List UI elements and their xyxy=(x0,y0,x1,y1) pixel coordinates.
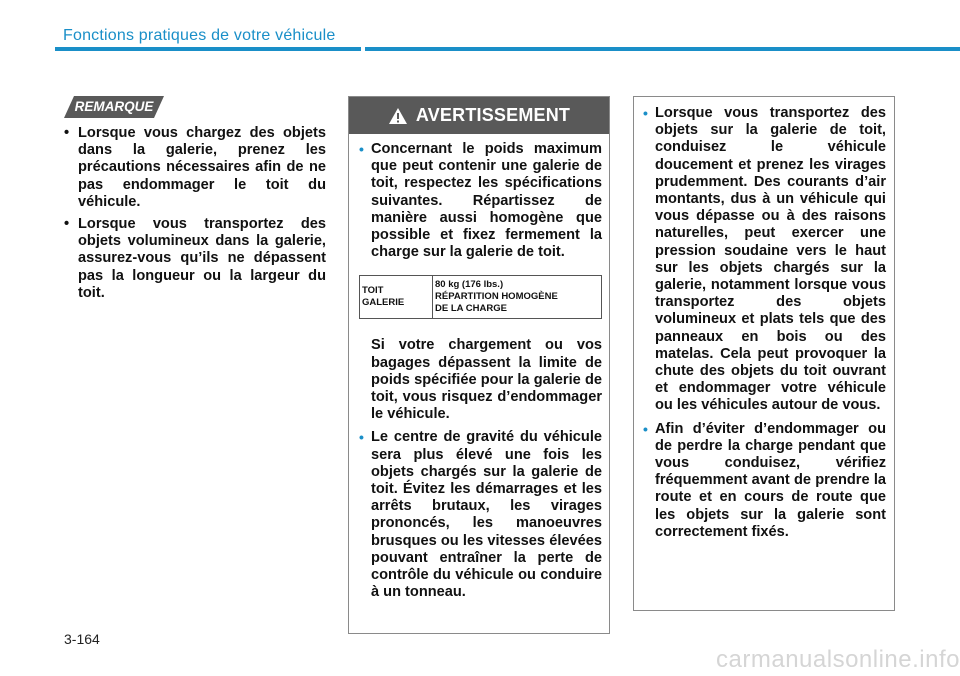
warning-bullet xyxy=(359,141,602,261)
watermark: carmanualsonline.info xyxy=(716,646,960,673)
remarque-item xyxy=(64,125,326,211)
warning-box xyxy=(348,96,610,634)
bullet-dot: • xyxy=(643,105,648,121)
remarque-list xyxy=(64,125,326,307)
bullet-dot: • xyxy=(643,420,648,437)
warning-header xyxy=(349,97,609,134)
warning-bullet-text: Lorsque vous transportez des objets sur la galerie de toit, conduisez le véhicule doucement et prenez les virages prudemment. Des courants d’air montants, dus à un véhicule qui vous dépasse ou à des raisons naturelles, peut exercer une pression soudaine vers le haut sur les objets chargés sur la galerie, notamment lorsque vous transportez des objets volumineux et plats tels que des panneaux en bois ou des matelas. Cela peut provoquer la chute des objets du toit ouvrant et endommager votre véhicule ou les véhicules autour de vous. xyxy=(655,105,886,414)
remarque-item xyxy=(64,216,326,302)
header-rule xyxy=(55,47,960,51)
warning-bullet-text: Afin d’éviter d’endommager ou de perdre la charge pendant que vous conduisez, vérifiez fréquemment avant de prendre la route et en cours de route que les objets sur la galerie sont correctement fixés. xyxy=(655,420,886,540)
right-warning-box xyxy=(633,96,895,611)
table-value-line: RÉPARTITION HOMOGÈNE xyxy=(435,291,558,303)
table-key-line: TOIT xyxy=(362,285,384,297)
remarque-item-text: Lorsque vous transportez des objets volumineux dans la galerie, assurez-vous qu’ils ne dépassent pas la longueur ou la largeur du toit. xyxy=(78,216,326,301)
remarque-item-text: Lorsque vous chargez des objets dans la galerie, prenez les précautions nécessaires afin de ne pas endommager le toit du véhicule. xyxy=(78,125,326,210)
warning-bullet-text: Le centre de gravité du véhicule sera plus élevé une fois les objets chargés sur la galerie de toit. Évitez les démarrages et les arrêts brutaux, les virages prononcés, les manoeuvres brusques ou les vitesses élevées pouvant entraîner la perte de contrôle du véhicule ou conduire à un tonneau. xyxy=(371,429,602,601)
bullet-dot: • xyxy=(359,141,364,157)
warning-title: AVERTISSEMENT xyxy=(415,105,571,125)
warning-bullet xyxy=(359,429,602,601)
table-value-line: 80 kg (176 lbs.) xyxy=(435,279,504,291)
warning-triangle-icon xyxy=(388,107,408,125)
warning-paragraph: Si votre chargement ou vos bagages dépassent la limite de poids spécifiée pour la galerie de toit, vous risquez d’endommager le véhicule. xyxy=(371,337,602,423)
table-value-cell xyxy=(433,276,602,319)
warning-body xyxy=(359,141,602,607)
table-key-cell xyxy=(360,276,433,319)
bullet-dot: • xyxy=(64,125,70,141)
table-row xyxy=(360,276,602,319)
warning-bullet xyxy=(643,421,886,541)
load-table xyxy=(359,275,602,319)
header-rule-gap xyxy=(361,46,365,52)
warning-bullet xyxy=(643,105,886,415)
table-key-line: GALERIE xyxy=(362,297,405,309)
right-body xyxy=(643,105,886,547)
warning-bullet-text: Concernant le poids maximum que peut contenir une galerie de toit, respectez les spécifications suivantes. Répartissez de manière aussi homogène que possible et fixez fermement la charge sur la galerie de toit. xyxy=(371,141,602,261)
remarque-badge xyxy=(64,96,164,118)
table-value-line: DE LA CHARGE xyxy=(435,303,507,315)
remarque-label: REMARQUE xyxy=(74,99,154,114)
section-title: Fonctions pratiques de votre véhicule xyxy=(63,27,336,44)
page-number: 3-164 xyxy=(64,631,100,647)
bullet-dot: • xyxy=(64,216,70,233)
bullet-dot: • xyxy=(359,429,364,446)
